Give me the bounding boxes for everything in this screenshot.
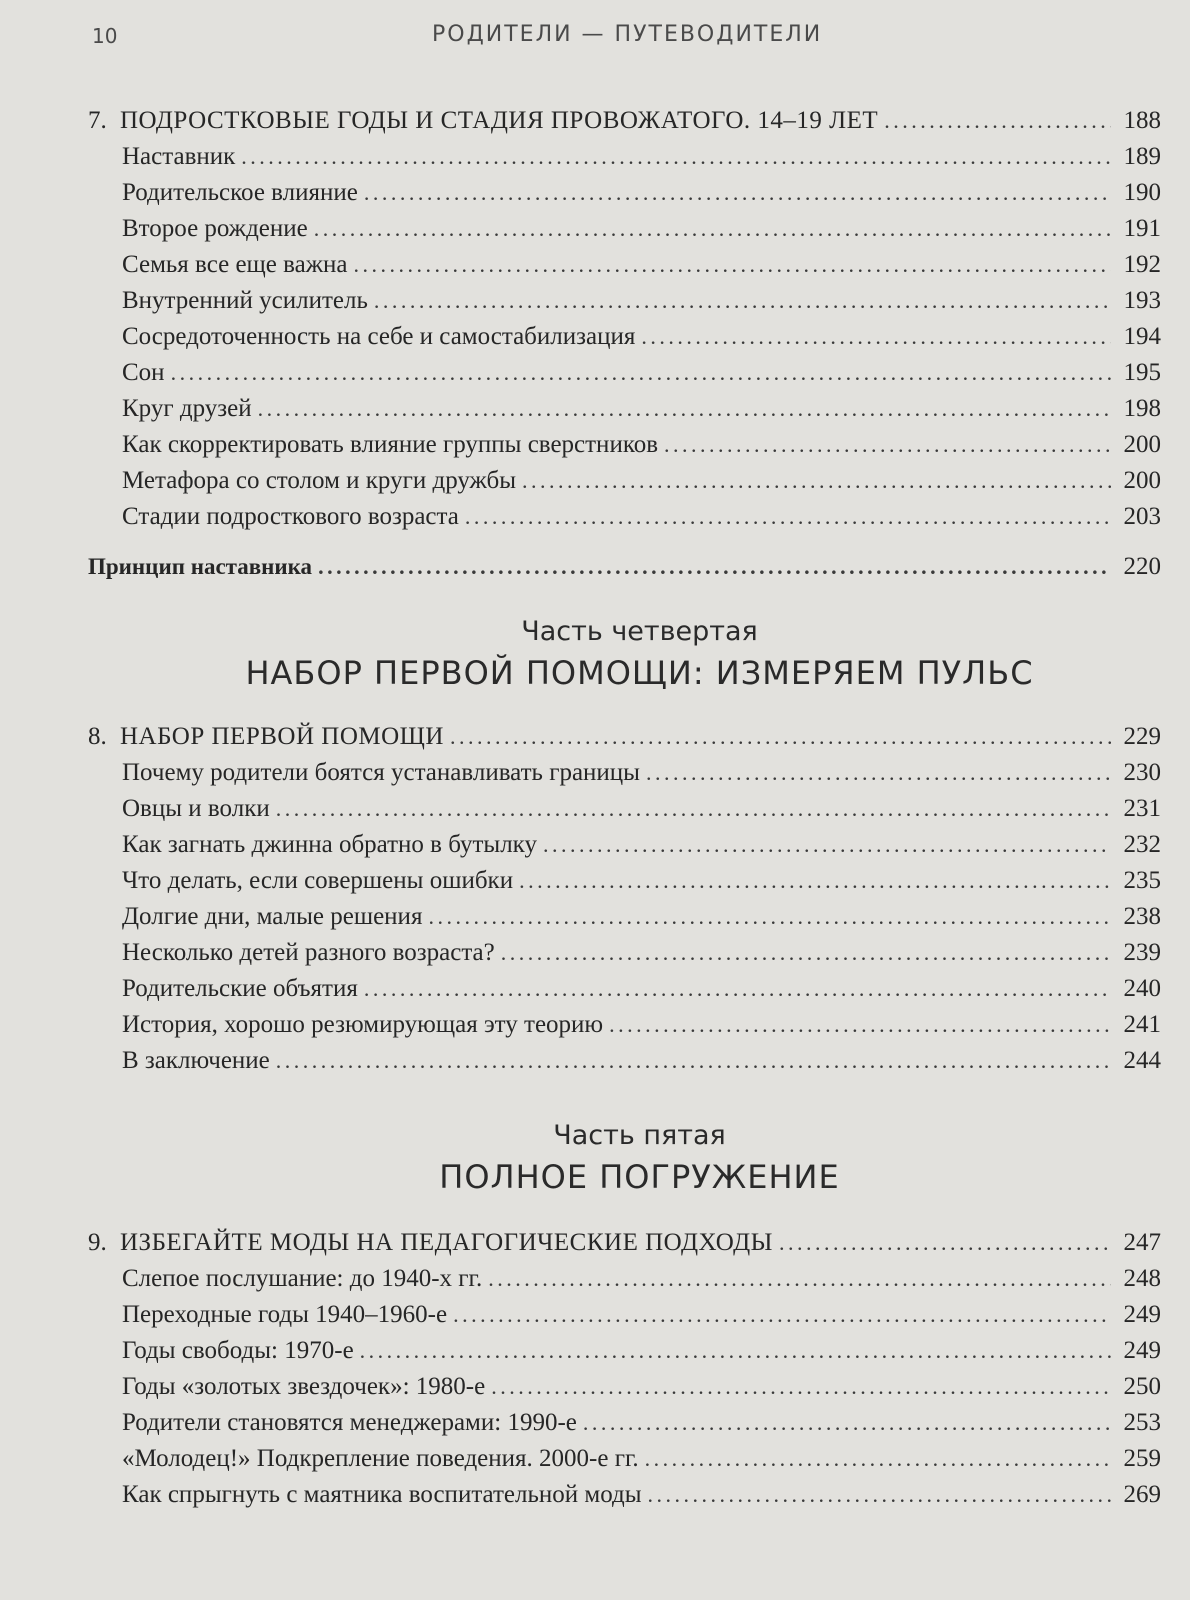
- toc-item: [88, 499, 1161, 535]
- toc-item-label: Долгие дни, малые решения: [122, 903, 423, 930]
- page-ref: 239: [1123, 939, 1161, 966]
- page-ref: 253: [1123, 1409, 1161, 1436]
- dot-leader: [276, 791, 1111, 827]
- toc-item: [88, 211, 1161, 247]
- toc-item-label: В заключение: [122, 1047, 270, 1074]
- toc-item-label: Метафора со столом и круги дружбы: [122, 467, 516, 494]
- dot-leader: [664, 427, 1111, 463]
- page-ref: 191: [1123, 215, 1161, 242]
- dot-leader: [491, 1369, 1111, 1405]
- page-ref: 249: [1123, 1301, 1161, 1328]
- page-ref: 240: [1123, 975, 1161, 1002]
- dot-leader: [488, 1261, 1111, 1297]
- page-ref: 247: [1123, 1229, 1161, 1256]
- toc-item: [88, 1043, 1161, 1079]
- dot-leader: [884, 103, 1111, 139]
- part-title: НАБОР ПЕРВОЙ ПОМОЩИ: ИЗМЕРЯЕМ ПУЛЬС: [245, 654, 1034, 692]
- dot-leader: [428, 899, 1111, 935]
- page-ref: 200: [1123, 467, 1161, 494]
- page-header: [92, 18, 1150, 58]
- toc-item-label: Родители становятся менеджерами: 1990-е: [122, 1409, 577, 1436]
- toc-item-label: Годы «золотых звездочек»: 1980-е: [122, 1373, 486, 1400]
- toc-item-label: Наставник: [122, 143, 236, 170]
- part-title: ПОЛНОЕ ПОГРУЖЕНИЕ: [439, 1158, 840, 1196]
- page-ref: 190: [1123, 179, 1161, 206]
- toc-item-label: Как скорректировать влияние группы сверстников: [122, 431, 658, 458]
- toc-item: [88, 935, 1161, 971]
- toc-item-label: Семья все еще важна: [122, 251, 348, 278]
- page-ref: 220: [1123, 553, 1161, 580]
- toc-item-label: Слепое послушание: до 1940-х гг.: [122, 1265, 483, 1292]
- chapter-9-entry: [88, 1225, 1161, 1261]
- toc-item-label: «Молодец!» Подкрепление поведения. 2000-е гг.: [122, 1445, 639, 1472]
- dot-leader: [609, 1007, 1111, 1043]
- page-ref: 269: [1123, 1481, 1161, 1508]
- toc-item: [88, 1261, 1161, 1297]
- page-ref: 189: [1123, 143, 1161, 170]
- dot-leader: [501, 935, 1111, 971]
- toc-item: [88, 1369, 1161, 1405]
- dot-leader: [519, 863, 1111, 899]
- dot-leader: [171, 355, 1111, 391]
- page-number: 10: [92, 24, 118, 48]
- toc-item: [88, 319, 1161, 355]
- dot-leader: [450, 719, 1111, 755]
- part-4-heading: [88, 613, 1161, 695]
- toc-item: [88, 427, 1161, 463]
- dot-leader: [583, 1405, 1111, 1441]
- toc-item-label: Годы свободы: 1970-е: [122, 1337, 354, 1364]
- toc-item-label: История, хорошо резюмирующая эту теорию: [122, 1011, 604, 1038]
- toc-item-label: Несколько детей разного возраста?: [122, 939, 495, 966]
- toc-item-label: Сосредоточенность на себе и самостабилизация: [122, 323, 636, 350]
- toc-item: [88, 1405, 1161, 1441]
- toc-item-label: Круг друзей: [122, 395, 252, 422]
- page-ref: 203: [1123, 503, 1161, 530]
- page-ref: 194: [1123, 323, 1161, 350]
- toc-item: [88, 247, 1161, 283]
- page-ref: 230: [1123, 759, 1161, 786]
- dot-leader: [646, 755, 1111, 791]
- page-ref: 231: [1123, 795, 1161, 822]
- dot-leader: [453, 1297, 1111, 1333]
- dot-leader: [648, 1477, 1111, 1513]
- toc-item: [88, 755, 1161, 791]
- part-label: Часть четвертая: [521, 616, 758, 647]
- toc-item: [88, 1477, 1161, 1513]
- page-ref: 193: [1123, 287, 1161, 314]
- dot-leader: [360, 1333, 1111, 1369]
- toc-item: [88, 1333, 1161, 1369]
- page-ref: 259: [1123, 1445, 1161, 1472]
- page-ref: 241: [1123, 1011, 1161, 1038]
- toc-item-label: Сон: [122, 359, 165, 386]
- toc-item-label: Внутренний усилитель: [122, 287, 368, 314]
- page-ref: 232: [1123, 831, 1161, 858]
- chapter-title: НАБОР ПЕРВОЙ ПОМОЩИ: [120, 723, 444, 750]
- toc-item: [88, 899, 1161, 935]
- toc-item: [88, 791, 1161, 827]
- toc-item: [88, 139, 1161, 175]
- chapter-number: 9.: [88, 1229, 107, 1256]
- toc-item: [88, 463, 1161, 499]
- page-ref: 244: [1123, 1047, 1161, 1074]
- dot-leader: [241, 139, 1111, 175]
- dot-leader: [364, 971, 1111, 1007]
- page-ref: 192: [1123, 251, 1161, 278]
- dot-leader: [465, 499, 1111, 535]
- toc-item-label: Что делать, если совершены ошибки: [122, 867, 514, 894]
- toc-item-label: Стадии подросткового возраста: [122, 503, 459, 530]
- chapter-title: ПОДРОСТКОВЫЕ ГОДЫ И СТАДИЯ ПРОВОЖАТОГО. 14–19 ЛЕТ: [120, 107, 879, 134]
- toc-item: [88, 971, 1161, 1007]
- page-ref: 238: [1123, 903, 1161, 930]
- principle-entry: [88, 549, 1161, 585]
- page-ref: 248: [1123, 1265, 1161, 1292]
- page-ref: 188: [1123, 107, 1161, 134]
- toc-item: [88, 355, 1161, 391]
- toc-item: [88, 391, 1161, 427]
- dot-leader: [353, 247, 1111, 283]
- chapter-8-entry: [88, 719, 1161, 755]
- chapter-title: ИЗБЕГАЙТЕ МОДЫ НА ПЕДАГОГИЧЕСКИЕ ПОДХОДЫ: [120, 1229, 773, 1256]
- dot-leader: [779, 1225, 1111, 1261]
- toc-item-label: Как загнать джинна обратно в бутылку: [122, 831, 537, 858]
- chapter-number: 8.: [88, 723, 107, 750]
- page-ref: 195: [1123, 359, 1161, 386]
- toc-item: [88, 1297, 1161, 1333]
- toc-item-label: Овцы и волки: [122, 795, 270, 822]
- page-ref: 229: [1123, 723, 1161, 750]
- dot-leader: [314, 211, 1111, 247]
- chapter-number: 7.: [88, 107, 107, 134]
- page-ref: 198: [1123, 395, 1161, 422]
- dot-leader: [364, 175, 1111, 211]
- page-ref: 250: [1123, 1373, 1161, 1400]
- principle-label: Принцип наставника: [88, 554, 313, 579]
- page-ref: 200: [1123, 431, 1161, 458]
- chapter-7-entry: [88, 103, 1161, 139]
- dot-leader: [522, 463, 1111, 499]
- toc-item-label: Второе рождение: [122, 215, 308, 242]
- toc-item-label: Почему родители боятся устанавливать границы: [122, 759, 640, 786]
- dot-leader: [318, 549, 1111, 585]
- running-title: РОДИТЕЛИ — ПУТЕВОДИТЕЛИ: [432, 22, 823, 47]
- table-of-contents: [88, 103, 1161, 1513]
- part-5-heading: [88, 1117, 1161, 1199]
- page-ref: 235: [1123, 867, 1161, 894]
- toc-item: [88, 827, 1161, 863]
- dot-leader: [641, 319, 1111, 355]
- toc-item: [88, 1441, 1161, 1477]
- dot-leader: [258, 391, 1111, 427]
- part-label: Часть пятая: [553, 1120, 726, 1151]
- dot-leader: [645, 1441, 1111, 1477]
- toc-item: [88, 1007, 1161, 1043]
- dot-leader: [543, 827, 1111, 863]
- toc-item-label: Как спрыгнуть с маятника воспитательной моды: [122, 1481, 642, 1508]
- toc-item: [88, 863, 1161, 899]
- dot-leader: [276, 1043, 1111, 1079]
- toc-item-label: Переходные годы 1940–1960-е: [122, 1301, 448, 1328]
- toc-item-label: Родительское влияние: [122, 179, 358, 206]
- toc-item: [88, 175, 1161, 211]
- toc-item: [88, 283, 1161, 319]
- dot-leader: [374, 283, 1111, 319]
- page-ref: 249: [1123, 1337, 1161, 1364]
- toc-item-label: Родительские объятия: [122, 975, 358, 1002]
